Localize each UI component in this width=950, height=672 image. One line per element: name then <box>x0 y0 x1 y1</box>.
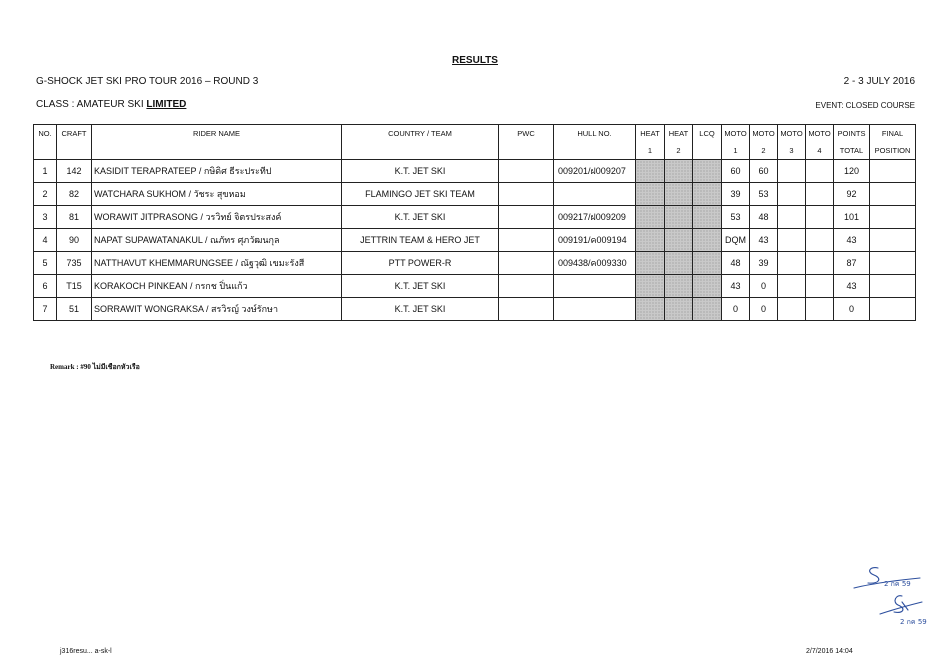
cell-position <box>870 229 916 252</box>
cell-moto-2: 53 <box>750 183 778 206</box>
cell-moto-4 <box>806 298 834 321</box>
col-final: FINAL <box>870 125 916 143</box>
remark-note: Remark : #90 ไม่มีเชือกหัวเรือ <box>50 363 140 371</box>
cell-moto-1: 48 <box>722 252 750 275</box>
cell-heat-2 <box>665 160 693 183</box>
cell-hull: 009201/ฝ009207 <box>554 160 636 183</box>
table-header-row-2 <box>34 142 916 160</box>
cell-heat-2 <box>665 206 693 229</box>
cell-no: 3 <box>34 206 57 229</box>
cell-rider: KASIDIT TERAPRATEEP / กษิดิศ ธีระประทีป <box>92 160 342 183</box>
cell-pwc <box>499 252 554 275</box>
cell-moto-2: 43 <box>750 229 778 252</box>
col-heat-1-num: 1 <box>636 142 665 160</box>
col-moto-3-num: 3 <box>778 142 806 160</box>
event-dates: 2 - 3 JULY 2016 <box>843 76 915 87</box>
cell-no: 7 <box>34 298 57 321</box>
cell-rider: NATTHAVUT KHEMMARUNGSEE / ณัฐวุฒิ เขมะรังสี <box>92 252 342 275</box>
cell-moto-4 <box>806 206 834 229</box>
col-moto-4: MOTO <box>806 125 834 143</box>
cell-hull: 009217/ฝ009209 <box>554 206 636 229</box>
cell-craft: 90 <box>57 229 92 252</box>
cell-craft: T15 <box>57 275 92 298</box>
col-pwc: PWC <box>499 125 554 143</box>
cell-moto-1: 39 <box>722 183 750 206</box>
cell-moto-4 <box>806 160 834 183</box>
cell-no: 5 <box>34 252 57 275</box>
results-title: RESULTS <box>452 55 498 66</box>
cell-position <box>870 298 916 321</box>
cell-heat-1 <box>636 206 665 229</box>
cell-craft: 142 <box>57 160 92 183</box>
cell-heat-2 <box>665 183 693 206</box>
cell-points: 43 <box>834 275 870 298</box>
cell-lcq <box>693 275 722 298</box>
results-table <box>33 124 916 321</box>
cell-hull: 009438/ค009330 <box>554 252 636 275</box>
col-lcq-sub <box>693 142 722 160</box>
cell-moto-4 <box>806 252 834 275</box>
table-row <box>34 183 916 206</box>
cell-lcq <box>693 160 722 183</box>
col-moto-1-num: 1 <box>722 142 750 160</box>
col-hull-sub <box>554 142 636 160</box>
col-moto-1: MOTO <box>722 125 750 143</box>
col-no: NO. <box>34 125 57 143</box>
cell-moto-4 <box>806 183 834 206</box>
col-heat-2: HEAT <box>665 125 693 143</box>
signature-initial-1: 2 กค 59 <box>884 580 911 588</box>
cell-points: 92 <box>834 183 870 206</box>
cell-moto-3 <box>778 160 806 183</box>
cell-heat-2 <box>665 229 693 252</box>
cell-pwc <box>499 160 554 183</box>
cell-moto-2: 0 <box>750 298 778 321</box>
cell-moto-1: 53 <box>722 206 750 229</box>
cell-heat-1 <box>636 160 665 183</box>
col-pwc-sub <box>499 142 554 160</box>
col-lcq: LCQ <box>693 125 722 143</box>
class-prefix: CLASS : AMATEUR SKI <box>36 99 147 110</box>
table-row <box>34 160 916 183</box>
cell-lcq <box>693 252 722 275</box>
cell-hull: 009191/ค009194 <box>554 229 636 252</box>
cell-country: K.T. JET SKI <box>342 298 499 321</box>
cell-craft: 51 <box>57 298 92 321</box>
col-heat-1: HEAT <box>636 125 665 143</box>
cell-rider: KORAKOCH PINKEAN / กรกช ปิ่นแก้ว <box>92 275 342 298</box>
cell-moto-2: 0 <box>750 275 778 298</box>
col-moto-2-num: 2 <box>750 142 778 160</box>
cell-heat-1 <box>636 229 665 252</box>
cell-no: 2 <box>34 183 57 206</box>
cell-position <box>870 275 916 298</box>
cell-position <box>870 160 916 183</box>
col-country-sub <box>342 142 499 160</box>
cell-country: JETTRIN TEAM & HERO JET <box>342 229 499 252</box>
cell-pwc <box>499 183 554 206</box>
cell-moto-3 <box>778 298 806 321</box>
cell-moto-3 <box>778 206 806 229</box>
col-craft-sub <box>57 142 92 160</box>
cell-points: 43 <box>834 229 870 252</box>
class-line <box>36 99 186 110</box>
cell-heat-1 <box>636 275 665 298</box>
table-header-row-1 <box>34 125 916 143</box>
col-rider-sub <box>92 142 342 160</box>
handwritten-signature <box>850 562 930 632</box>
table-row <box>34 252 916 275</box>
cell-rider: SORRAWIT WONGRAKSA / สรวิรญ์ วงษ์รักษา <box>92 298 342 321</box>
cell-no: 4 <box>34 229 57 252</box>
cell-country: K.T. JET SKI <box>342 160 499 183</box>
cell-pwc <box>499 298 554 321</box>
col-rider-name: RIDER NAME <box>92 125 342 143</box>
cell-hull <box>554 183 636 206</box>
cell-lcq <box>693 298 722 321</box>
cell-country: K.T. JET SKI <box>342 275 499 298</box>
footer-datetime: 2/7/2016 14:04 <box>806 648 853 655</box>
cell-lcq <box>693 183 722 206</box>
table-row <box>34 206 916 229</box>
cell-position <box>870 206 916 229</box>
cell-pwc <box>499 206 554 229</box>
col-no-sub <box>34 142 57 160</box>
col-heat-2-num: 2 <box>665 142 693 160</box>
cell-points: 101 <box>834 206 870 229</box>
col-points: POINTS <box>834 125 870 143</box>
cell-heat-2 <box>665 298 693 321</box>
cell-no: 1 <box>34 160 57 183</box>
cell-moto-3 <box>778 275 806 298</box>
table-row <box>34 229 916 252</box>
cell-moto-3 <box>778 229 806 252</box>
cell-lcq <box>693 229 722 252</box>
cell-moto-4 <box>806 275 834 298</box>
cell-pwc <box>499 229 554 252</box>
cell-heat-1 <box>636 298 665 321</box>
cell-moto-3 <box>778 183 806 206</box>
cell-country: PTT POWER-R <box>342 252 499 275</box>
col-points-total: TOTAL <box>834 142 870 160</box>
cell-rider: NAPAT SUPAWATANAKUL / ณภัทร ศุภวัฒนกุล <box>92 229 342 252</box>
cell-points: 120 <box>834 160 870 183</box>
cell-craft: 81 <box>57 206 92 229</box>
cell-points: 87 <box>834 252 870 275</box>
cell-position <box>870 183 916 206</box>
cell-heat-1 <box>636 183 665 206</box>
cell-hull <box>554 298 636 321</box>
col-moto-2: MOTO <box>750 125 778 143</box>
cell-pwc <box>499 275 554 298</box>
class-limited: LIMITED <box>146 99 187 110</box>
cell-lcq <box>693 206 722 229</box>
cell-moto-1: DQM <box>722 229 750 252</box>
col-country-team: COUNTRY / TEAM <box>342 125 499 143</box>
cell-country: FLAMINGO JET SKI TEAM <box>342 183 499 206</box>
col-moto-4-num: 4 <box>806 142 834 160</box>
col-final-position: POSITION <box>870 142 916 160</box>
cell-heat-2 <box>665 275 693 298</box>
event-title: G-SHOCK JET SKI PRO TOUR 2016 – ROUND 3 <box>36 76 259 87</box>
cell-hull <box>554 275 636 298</box>
cell-heat-2 <box>665 252 693 275</box>
table-row <box>34 275 916 298</box>
cell-heat-1 <box>636 252 665 275</box>
cell-craft: 82 <box>57 183 92 206</box>
cell-moto-1: 60 <box>722 160 750 183</box>
signature-stroke-1 <box>868 568 879 584</box>
cell-moto-1: 43 <box>722 275 750 298</box>
col-moto-3: MOTO <box>778 125 806 143</box>
cell-moto-2: 60 <box>750 160 778 183</box>
cell-moto-3 <box>778 252 806 275</box>
cell-moto-1: 0 <box>722 298 750 321</box>
signature-stroke-2 <box>894 596 908 613</box>
cell-moto-4 <box>806 229 834 252</box>
cell-position <box>870 252 916 275</box>
event-type: EVENT: CLOSED COURSE <box>815 101 915 110</box>
cell-moto-2: 39 <box>750 252 778 275</box>
cell-no: 6 <box>34 275 57 298</box>
col-hull-no: HULL NO. <box>554 125 636 143</box>
cell-moto-2: 48 <box>750 206 778 229</box>
cell-rider: WATCHARA SUKHOM / วัชระ สุขหอม <box>92 183 342 206</box>
cell-rider: WORAWIT JITPRASONG / วรวิทย์ จิตรประสงค์ <box>92 206 342 229</box>
col-craft: CRAFT <box>57 125 92 143</box>
footer-filename: j316resu... a-sk-l <box>60 648 112 655</box>
cell-country: K.T. JET SKI <box>342 206 499 229</box>
table-row <box>34 298 916 321</box>
cell-points: 0 <box>834 298 870 321</box>
cell-craft: 735 <box>57 252 92 275</box>
signature-initial-2: 2 กค 59 <box>900 618 927 626</box>
